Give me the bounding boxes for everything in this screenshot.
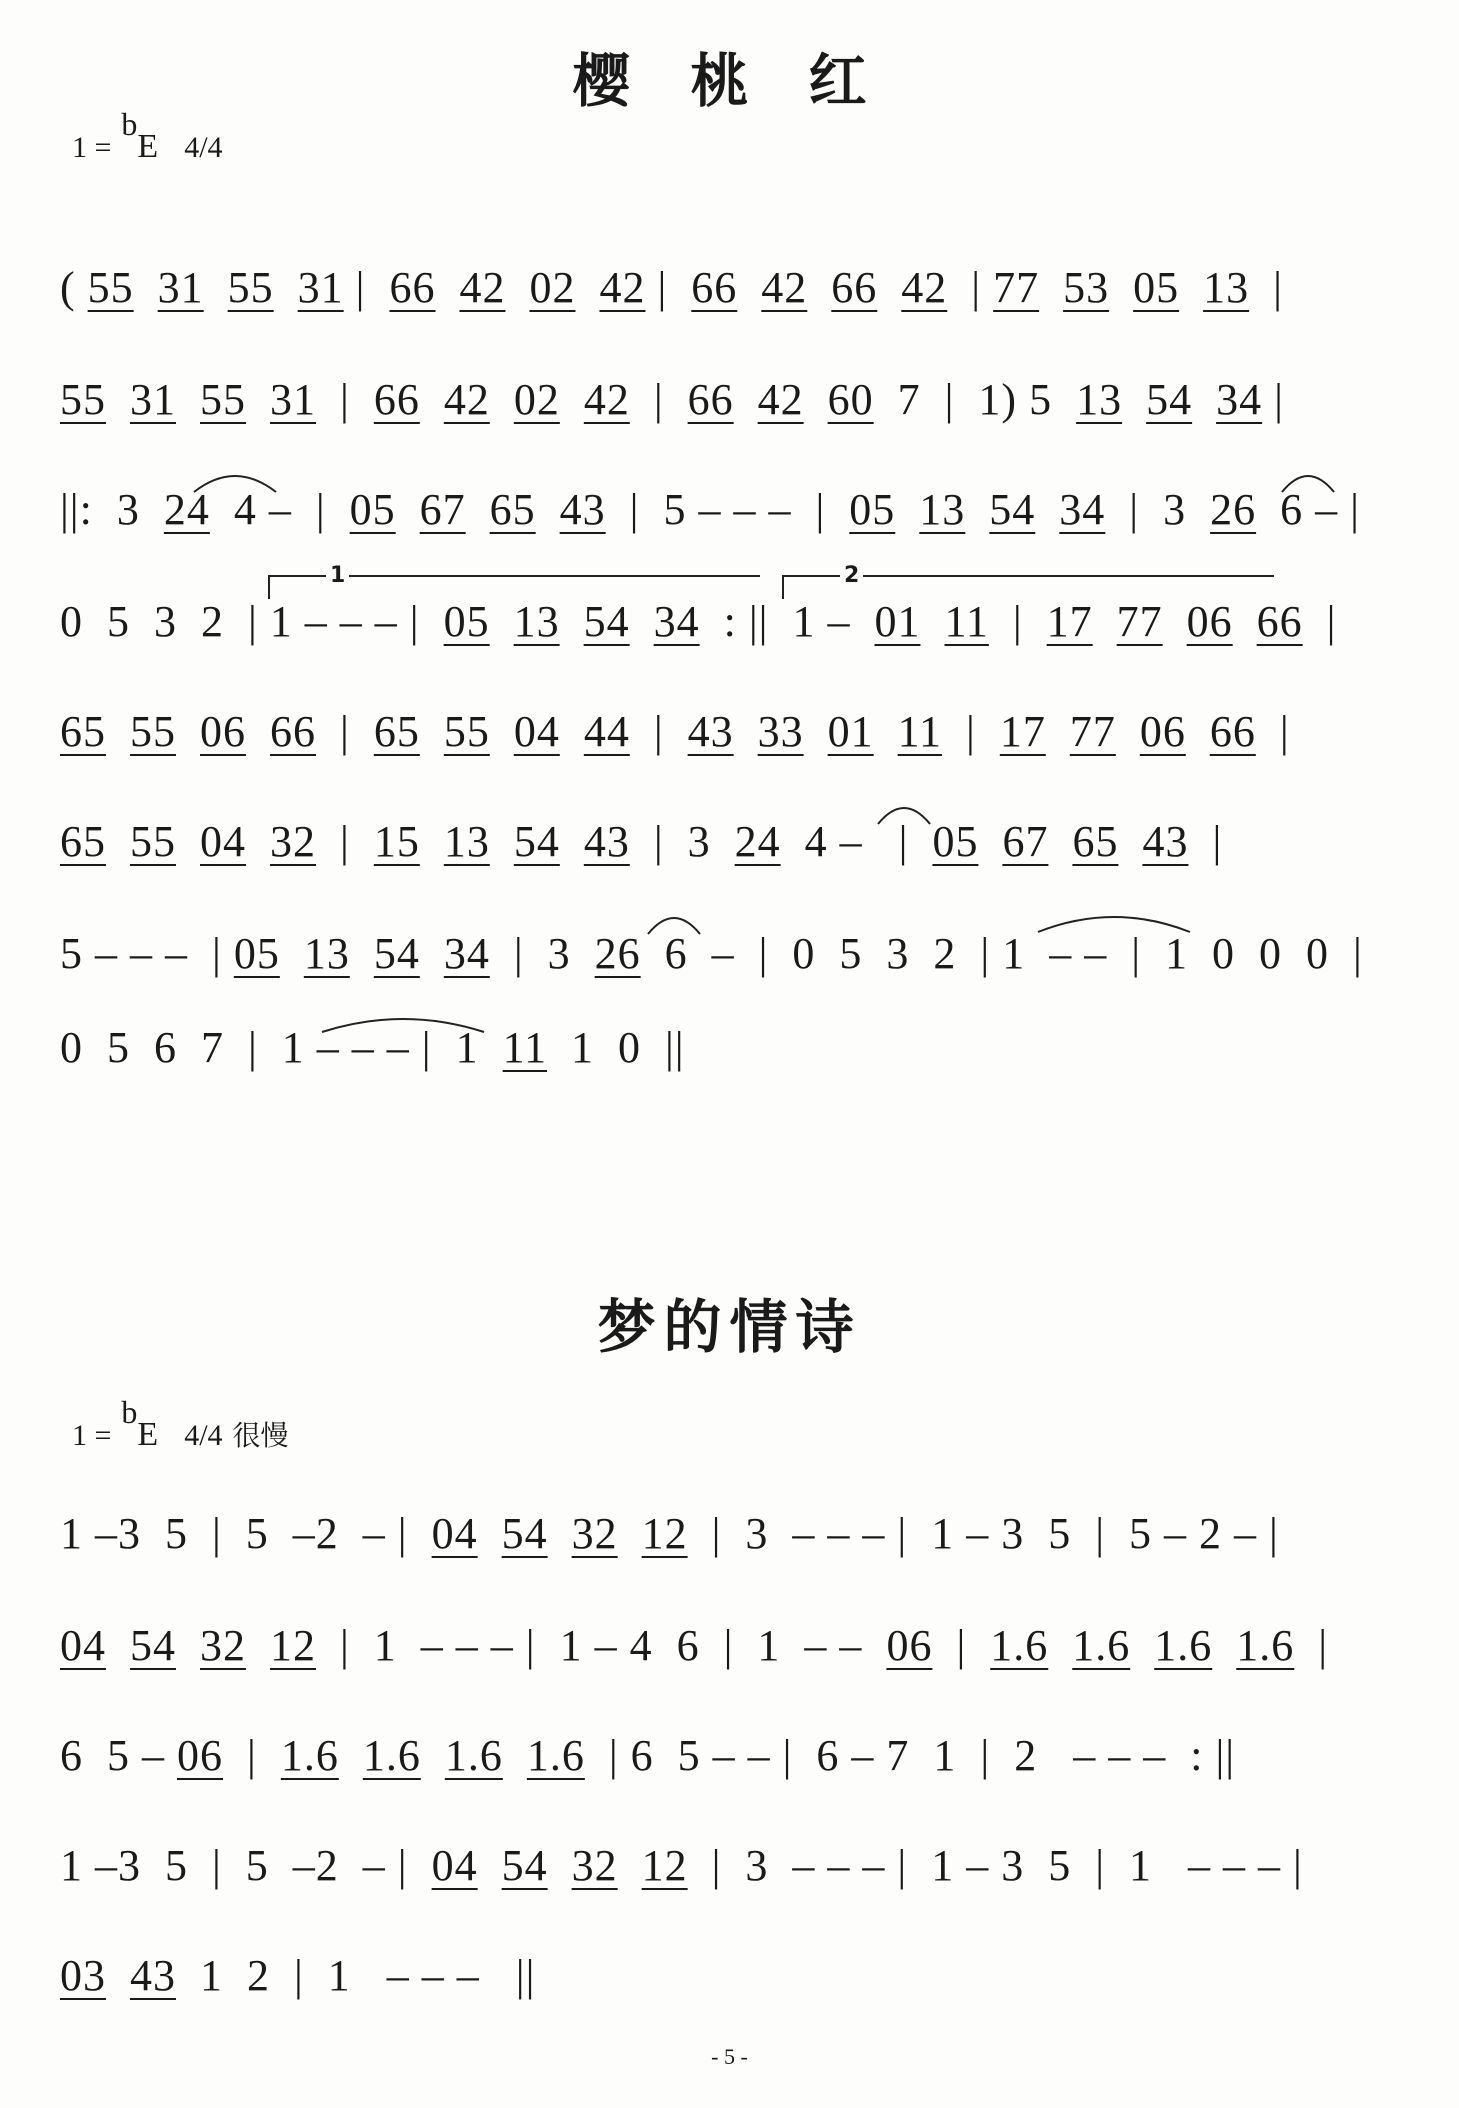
notation-line: 5 – – – | 05 13 54 34 | 3 26 6 – | 0 5 3 2 | 1 – – | 1 0 0 0 | xyxy=(60,929,1363,978)
volta-number: 2 xyxy=(840,563,863,588)
tie-mark xyxy=(1278,466,1338,496)
notation-line: 55 31 55 31 | 66 42 02 42 | 66 42 60 7 | 1) 5 13 54 34 | xyxy=(60,375,1284,424)
key-signature xyxy=(72,106,223,166)
notation-line: 65 55 06 66 | 65 55 04 44 | 43 33 01 11 | 17 77 06 66 | xyxy=(60,707,1290,756)
volta-number: 1 xyxy=(326,563,349,588)
song-title: 梦的情诗 xyxy=(597,1293,862,1361)
notation-line: 1 –3 5 | 5 –2 – | 04 54 32 12 | 3 – – – | 1 – 3 5 | 1 – – – | xyxy=(60,1841,1303,1890)
notation-line: 0 5 6 7 | 1 – – – | 1 11 1 0 || xyxy=(60,1023,685,1072)
flat-sign: b xyxy=(121,1394,138,1430)
key-prefix: 1 = xyxy=(72,131,112,164)
key-signature xyxy=(72,1394,289,1454)
tie-mark xyxy=(644,908,704,938)
tempo-marking: 很慢 xyxy=(232,1419,289,1452)
key-prefix: 1 = xyxy=(72,1419,112,1452)
notation-line: 0 5 3 2 | 1 – – – | 05 13 54 34 : || 1 – 01 11 | 17 77 06 66 | xyxy=(60,597,1337,646)
key-letter: E xyxy=(137,128,159,165)
page-number: - 5 - xyxy=(711,2044,748,2069)
notation-line: 6 5 – 06 | 1.6 1.6 1.6 1.6 | 6 5 – – | 6 – 7 1 | 2 – – – : || xyxy=(60,1731,1236,1780)
notation-line: 1 –3 5 | 5 –2 – | 04 54 32 12 | 3 – – – | 1 – 3 5 | 5 – 2 – | xyxy=(60,1509,1279,1558)
notation-line: ||: 3 24 4 – | 05 67 65 43 | 5 – – – | 05 13 54 34 | 3 26 6 – | xyxy=(60,485,1360,534)
notation-line: ( 55 31 55 31 | 66 42 02 42 | 66 42 66 42 | 77 53 05 13 | xyxy=(60,263,1283,312)
time-signature: 4/4 xyxy=(184,1419,223,1452)
notation-line: 03 43 1 2 | 1 – – – || xyxy=(60,1951,536,2000)
flat-sign: b xyxy=(121,106,138,142)
key-letter: E xyxy=(137,1416,159,1453)
tie-mark xyxy=(318,1012,488,1036)
tie-mark xyxy=(190,466,280,496)
notation-line: 65 55 04 32 | 15 13 54 43 | 3 24 4 – | 05 67 65 43 | xyxy=(60,817,1223,866)
time-signature: 4/4 xyxy=(184,131,223,164)
tie-mark xyxy=(1034,910,1194,936)
tie-mark xyxy=(874,798,934,828)
notation-line: 04 54 32 12 | 1 – – – | 1 – 4 6 | 1 – – 06 | 1.6 1.6 1.6 1.6 | xyxy=(60,1621,1329,1670)
song-title: 樱 桃 红 xyxy=(572,47,887,115)
